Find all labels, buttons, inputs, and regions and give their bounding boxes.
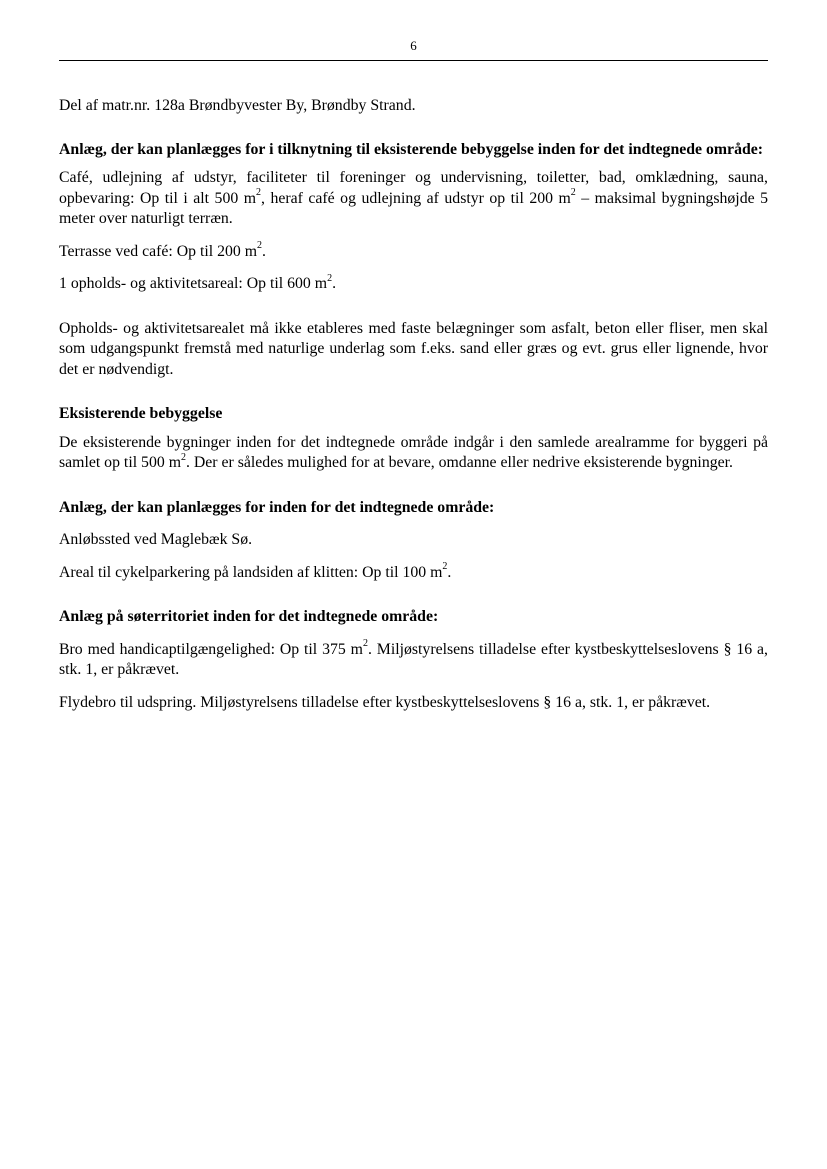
superscript: 2 [256, 187, 262, 199]
cafe-text-part-1: Café, udlejning af udstyr, faciliteter til foreninger og undervisning, toiletter, bad, omklædning, sauna, opbevaring: Op til i alt 500 m [59, 169, 768, 207]
section-heading-existing-buildings-facilities: Anlæg, der kan planlægges for i tilknytning til eksisterende bebyggelse inden for det indtegnede område: [59, 140, 764, 158]
document-body [59, 96, 768, 713]
activity-area-text-end: . [332, 275, 337, 292]
location-line: Del af matr.nr. 128a Brøndbyvester By, Brøndby Strand. [59, 97, 416, 114]
section-heading-existing-buildings: Eksisterende bebyggelse [59, 405, 223, 422]
superscript: 2 [570, 187, 576, 199]
superscript: 2 [442, 561, 448, 573]
superscript: 2 [362, 638, 368, 650]
accessible-bridge-text: Bro med handicaptilgængelighed: Op til 375 m [59, 640, 363, 658]
existing-buildings-text: De eksisterende bygninger inden for det indtegnede område indgår i den samlede arealramme for byggeri på samlet op til 500 m [59, 433, 768, 471]
header-divider [59, 60, 768, 61]
cafe-text-part-2: , heraf café og udlejning af udstyr op til 200 m [261, 189, 571, 207]
paragraph-floating-jetty: Flydebro til udspring. Miljøstyrelsens tilladelse efter kystbeskyttelseslovens § 16 a, stk. 1, er påkrævet. [59, 693, 711, 711]
activity-area-text: 1 opholds- og aktivitetsareal: Op til 600 m [59, 275, 328, 292]
superscript: 2 [257, 240, 263, 252]
paragraph-existing-buildings [59, 433, 768, 474]
paragraph-cafe-facilities [59, 168, 768, 230]
bicycle-parking-text-end: . [447, 563, 452, 581]
superscript: 2 [327, 272, 333, 284]
paragraph-bicycle-parking [59, 563, 768, 584]
bicycle-parking-text: Areal til cykelparkering på landsiden af klitten: Op til 100 m [59, 563, 443, 581]
section-heading-sea-territory: Anlæg på søterritoriet inden for det indtegnede område: [59, 608, 439, 625]
paragraph-activity-area [59, 274, 768, 295]
paragraph-surface-note: Opholds- og aktivitetsarealet må ikke etableres med faste belægninger som asfalt, beton eller fliser, men skal som udgangspunkt fremstå med naturlige underlag som f.eks. sand eller græs og evt. grus eller lignende, hvor det er nødvendigt. [59, 319, 768, 378]
existing-buildings-text-end: . Der er således mulighed for at bevare, omdanne eller nedrive eksisterende bygninger. [185, 454, 733, 471]
terrace-text: Terrasse ved café: Op til 200 m [59, 242, 258, 260]
terrace-text-end: . [262, 242, 266, 260]
section-heading-planned-facilities: Anlæg, der kan planlægges for inden for det indtegnede område: [59, 498, 495, 516]
page-number: 6 [410, 38, 417, 53]
cafe-text-part-3: – maksimal bygningshøjde 5 meter over naturligt terræn. [59, 189, 768, 227]
superscript: 2 [180, 451, 186, 463]
accessible-bridge-text-end: . Miljøstyrelsens tilladelse efter kystbeskyttelseslovens § 16 a, stk. 1, er påkrævet. [59, 640, 768, 678]
paragraph-accessible-bridge [59, 640, 768, 681]
paragraph-landing-place: Anløbssted ved Maglebæk Sø. [59, 531, 253, 548]
paragraph-terrace [59, 242, 768, 263]
